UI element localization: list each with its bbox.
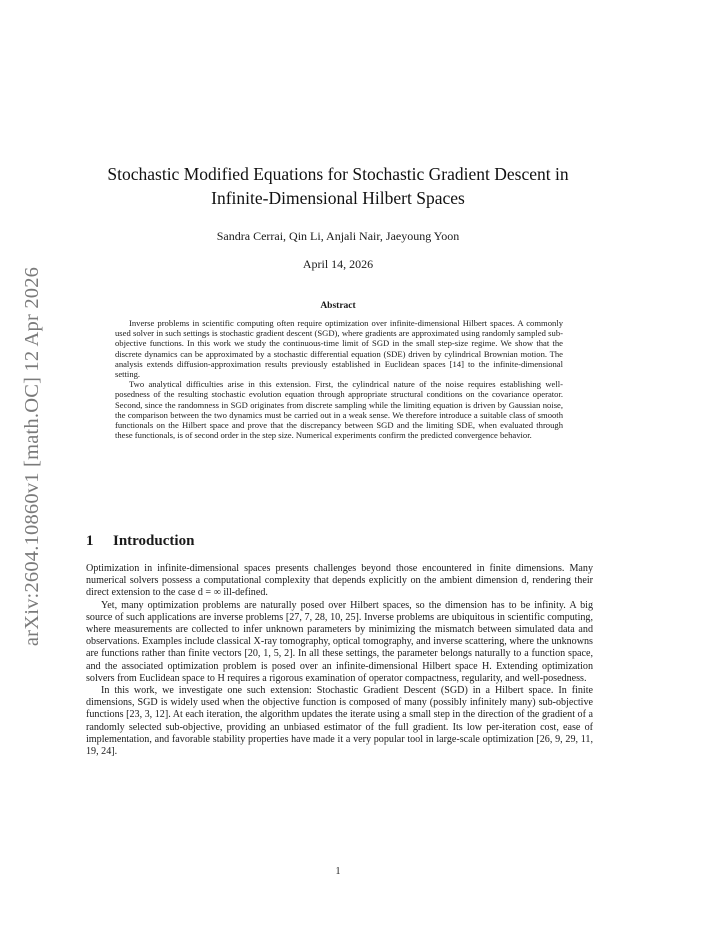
body-paragraph: In this work, we investigate one such extension: Stochastic Gradient Descent (SGD) in a Hilbert space. In finite dimensions, SGD is widely used when the objective function is composed of many (possibly infinitely many) sub-objective functions [23, 3, 12]. At each iteration, the algorithm updates the iterate using a small step in the direction of the gradient of a randomly selected sub-objective, providing an unbiased estimator of the full gradient. Its low per-iteration cost, ease of implementation, and favorable stability properties have made it a very popular tool in large-scale optimization [26, 9, 29, 11, 19, 24]. [86, 685, 593, 758]
abstract-body [115, 318, 563, 440]
arxiv-identifier-text: arXiv:2604.10860v1 [math.OC] 12 Apr 2026 [21, 266, 44, 646]
page-number: 1 [335, 866, 341, 877]
paper-authors: Sandra Cerrai, Qin Li, Anjali Nair, Jaeyoung Yoon [216, 229, 460, 243]
section-heading-introduction [86, 533, 194, 550]
paper-date: April 14, 2026 [302, 257, 374, 271]
arxiv-identifier-stamp [18, 246, 48, 666]
section-title: Introduction [113, 533, 195, 549]
introduction-body [86, 563, 593, 758]
paper-title: Stochastic Modified Equations for Stochastic Gradient Descent in Infinite-Dimensional Hilbert Spaces [107, 164, 569, 208]
body-paragraph: Yet, many optimization problems are naturally posed over Hilbert spaces, so the dimension has to be infinity. A big source of such applications are inverse problems [27, 7, 28, 10, 25]. Inverse problems are ubiquitous in scientific computing, where measurements are collected to infer unknown parameters by minimizing the mismatch between simulated data and observations. Examples include classical X-ray tomography, optical tomography, and inverse scattering, where the unknowns are functions rather than finite vectors [20, 1, 5, 2]. In all these settings, the parameter belongs naturally to a function space, and the associated optimization problem is posed over an infinite-dimensional Hilbert space H. Extending optimization solvers from Euclidean space to H requires a rigorous examination of operator compactness, regularity, and well-posedness. [86, 599, 593, 684]
abstract-heading: Abstract [320, 301, 356, 311]
section-number: 1 [86, 533, 94, 549]
abstract-paragraph: Inverse problems in scientific computing often require optimization over infinite-dimensional Hilbert spaces. A commonly used solver in such settings is stochastic gradient descent (SGD), where gradients are approximated using randomly sampled sub-objective functions. In this work we study the continuous-time limit of SGD in the small step-size regime. We show that the discrete dynamics can be approximated by a stochastic differential equation (SDE) driven by cylindrical Brownian motion. The analysis extends diffusion-approximation results previously established in Euclidean spaces [14] to the infinite-dimensional setting. [115, 318, 563, 380]
abstract-paragraph: Two analytical difficulties arise in this extension. First, the cylindrical nature of the noise requires establishing well-posedness of the resulting stochastic evolution equation through appropriate structural conditions on the covariance operator. Second, since the randomness in SGD originates from discrete sampling while the limiting equation is driven by Gaussian noise, the comparison between the two dynamics must be carried out in a weak sense. We therefore introduce a suitable class of smooth functionals on the Hilbert space and prove that the discrepancy between SGD and the limiting SDE, when evaluated through these functionals, is of second order in the step size. Numerical experiments confirm the predicted convergence behavior. [115, 379, 563, 441]
body-paragraph: Optimization in infinite-dimensional spaces presents challenges beyond those encountered in finite dimensions. Many numerical solvers possess a computational complexity that depends explicitly on the ambient dimension d, rendering their direct extension to the case d = ∞ ill-defined. [86, 563, 593, 599]
